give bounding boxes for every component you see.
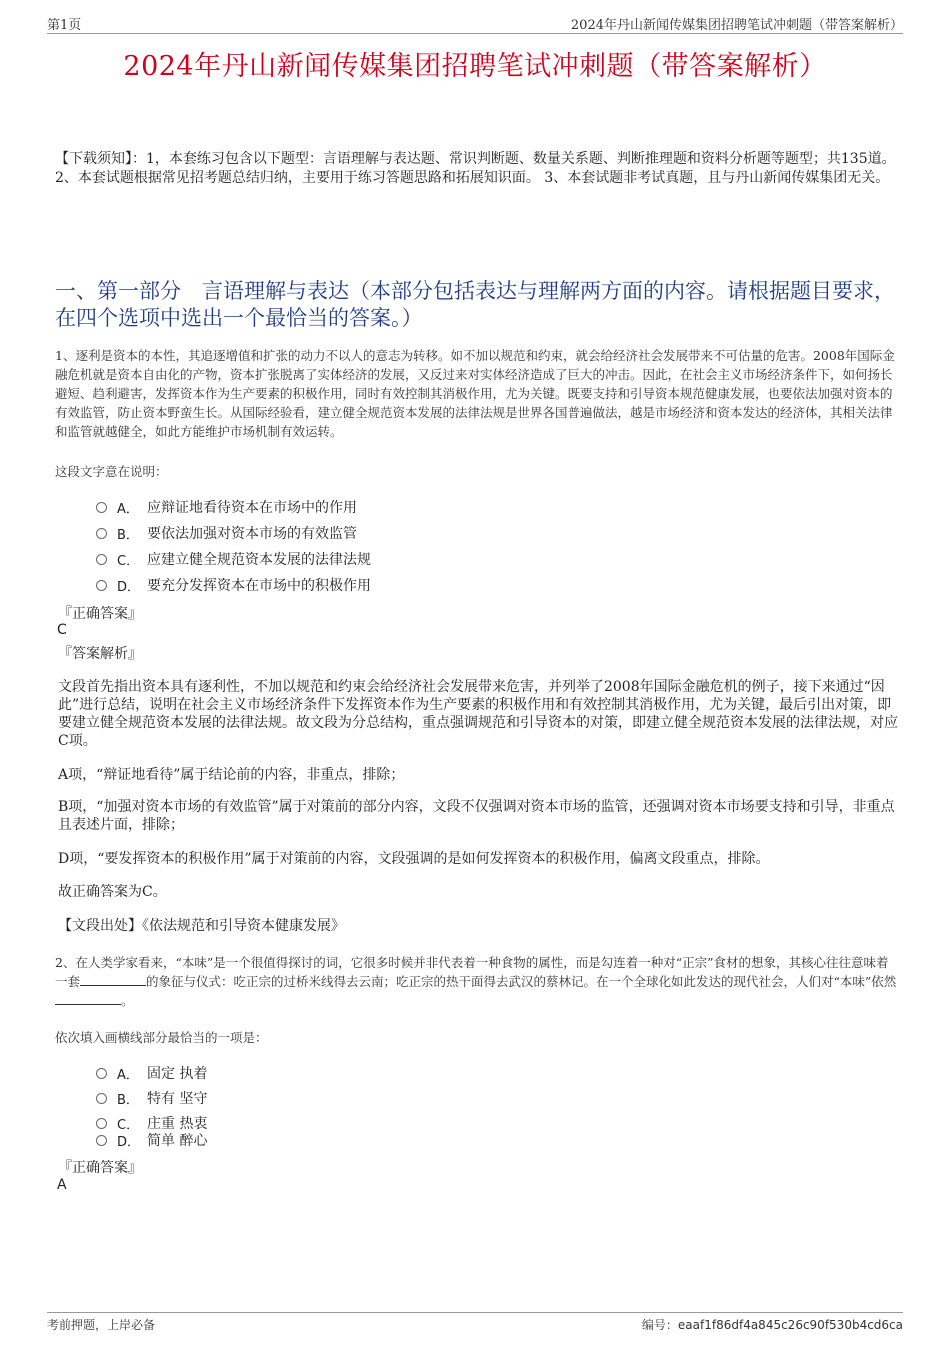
radio-icon[interactable] [96,1135,107,1146]
fill-blank [55,994,121,1005]
header-doc-title: 2024年丹山新闻传媒集团招聘笔试冲刺题（带答案解析） [570,18,903,33]
footer-divider [47,1312,903,1313]
footer-code: 编号：eaaf1f86df4a845c26c90f530b4cd6ca [641,1318,903,1332]
option-text: 要依法加强对资本市场的有效监管 [147,526,357,542]
q1-option-a[interactable]: A． 应辩证地看待资本在市场中的作用 [96,497,357,517]
question-2-stem: 2、在人类学家看来，“本味”是一个很值得探讨的词，它很多时候并非代表着一种食物的属性，而是勾连着一种对“正宗”食材的想象，其核心往往意味着一套 的象征与仪式：吃正宗的过桥米线得去云南；吃正宗的热干面得去武汉的蔡林记。在一个全球化如此发达的现代社会，人们对“本味”依然。 [55,955,897,1008]
q1-analysis-paragraph: 故正确答案为C。 [58,884,167,900]
q1-analysis-paragraph: A项，“辩证地看待”属于结论前的内容，非重点，排除； [58,767,405,783]
q2-option-d[interactable]: D． 简单 醉心 [96,1130,207,1150]
footer-slogan: 考前押题，上岸必备 [47,1318,156,1332]
q1-option-b[interactable]: B． 要依法加强对资本市场的有效监管 [96,523,357,543]
option-text: 简单 醉心 [147,1133,208,1149]
radio-icon[interactable] [96,1068,107,1079]
option-text: 庄重 热衷 [147,1116,208,1132]
radio-icon[interactable] [96,502,107,513]
q1-analysis-paragraph: B项，“加强对资本市场的有效监管”属于对策前的部分内容，文段不仅强调对资本市场的监管，还强调对资本市场要支持和引导，非重点且表述片面，排除； [58,799,895,833]
option-text: 固定 执着 [147,1066,208,1082]
q1-source: 【文段出处】《依法规范和引导资本健康发展》 [58,918,345,934]
radio-icon[interactable] [96,1093,107,1104]
q1-option-d[interactable]: D． 要充分发挥资本在市场中的积极作用 [96,575,371,595]
q1-analysis-paragraph: 文段首先指出资本具有逐利性，不加以规范和约束会给经济社会发展带来危害，并列举了2008年国际金融危机的例子，接下来通过“因此”进行总结，说明在社会主义市场经济条件下发挥资本作为生产要素的积极作用和有效控制其消极作用，尤为关键，最后引出对策，即要建立健全规范资本发展的法律法规。故文段为分总结构，重点强调规范和引导资本的对策，即建立健全规范资本发展的法律法规，对应C项。 [58,679,898,749]
option-text: 应辩证地看待资本在市场中的作用 [147,500,357,516]
radio-icon[interactable] [96,580,107,591]
q1-analysis-paragraph: D项，“要发挥资本的积极作用”属于对策前的内容，文段强调的是如何发挥资本的积极作用，偏离文段重点，排除。 [58,851,770,867]
download-notice: 【下载须知】：1，本套练习包含以下题型：言语理解与表达题、常识判断题、数量关系题、判断推理题和资料分析题等题型；共135道。 2、本套试题根据常见招考题总结归纳，主要用于练习答题思路和拓展知识面。 3、本套试题非考试真题，且与丹山新闻传媒集团无关。 [55,151,896,186]
q2-option-c[interactable]: C． 庄重 热衷 [96,1113,207,1133]
question-2-prompt: 依次填入画横线部分最恰当的一项是： [55,1030,268,1045]
q1-analysis-label: 『答案解析』 [58,646,142,662]
q1-option-c[interactable]: C． 应建立健全规范资本发展的法律法规 [96,549,371,569]
q2-answer-label: 『正确答案』 [58,1160,142,1176]
radio-icon[interactable] [96,1118,107,1129]
option-text: 特有 坚守 [147,1091,208,1107]
option-text: 应建立健全规范资本发展的法律法规 [147,552,371,568]
q2-option-b[interactable]: B． 特有 坚守 [96,1088,207,1108]
q1-answer-label: 『正确答案』 [58,606,142,622]
radio-icon[interactable] [96,528,107,539]
radio-icon[interactable] [96,554,107,565]
page-title: 2024年丹山新闻传媒集团招聘笔试冲刺题（带答案解析） [123,51,827,82]
header-divider [47,33,903,34]
q1-answer: C [57,622,67,638]
q2-option-a[interactable]: A． 固定 执着 [96,1063,207,1083]
header-page-number: 第1页 [47,18,82,33]
question-1-prompt: 这段文字意在说明： [55,464,168,479]
fill-blank [80,975,146,986]
section-heading: 一、第一部分 言语理解与表达（本部分包括表达与理解两方面的内容。请根据题目要求，在四个选项中选出一个最恰当的答案。） [55,279,895,330]
option-text: 要充分发挥资本在市场中的积极作用 [147,578,371,594]
question-1-stem: 1、逐利是资本的本性，其追逐增值和扩张的动力不以人的意志为转移。如不加以规范和约束，就会给经济社会发展带来不可估量的危害。2008年国际金融危机就是资本自由化的产物，资本扩张脱离了实体经济的发展，又反过来对实体经济造成了巨大的冲击。因此，在社会主义市场经济条件下，如何扬长避短、趋利避害，发挥资本作为生产要素的积极作用，同时有效控制其消极作用，尤为关键。既要支持和引导资本规范健康发展，也要依法加强对资本的有效监管，防止资本野蛮生长。从国际经验看，建立健全规范资本发展的法律法规是世界各国普遍做法，越是市场经济和资本发达的经济体，其相关法律和监管就越健全，如此方能维护市场机制有效运转。 [55,348,895,439]
q2-answer: A [57,1177,67,1193]
